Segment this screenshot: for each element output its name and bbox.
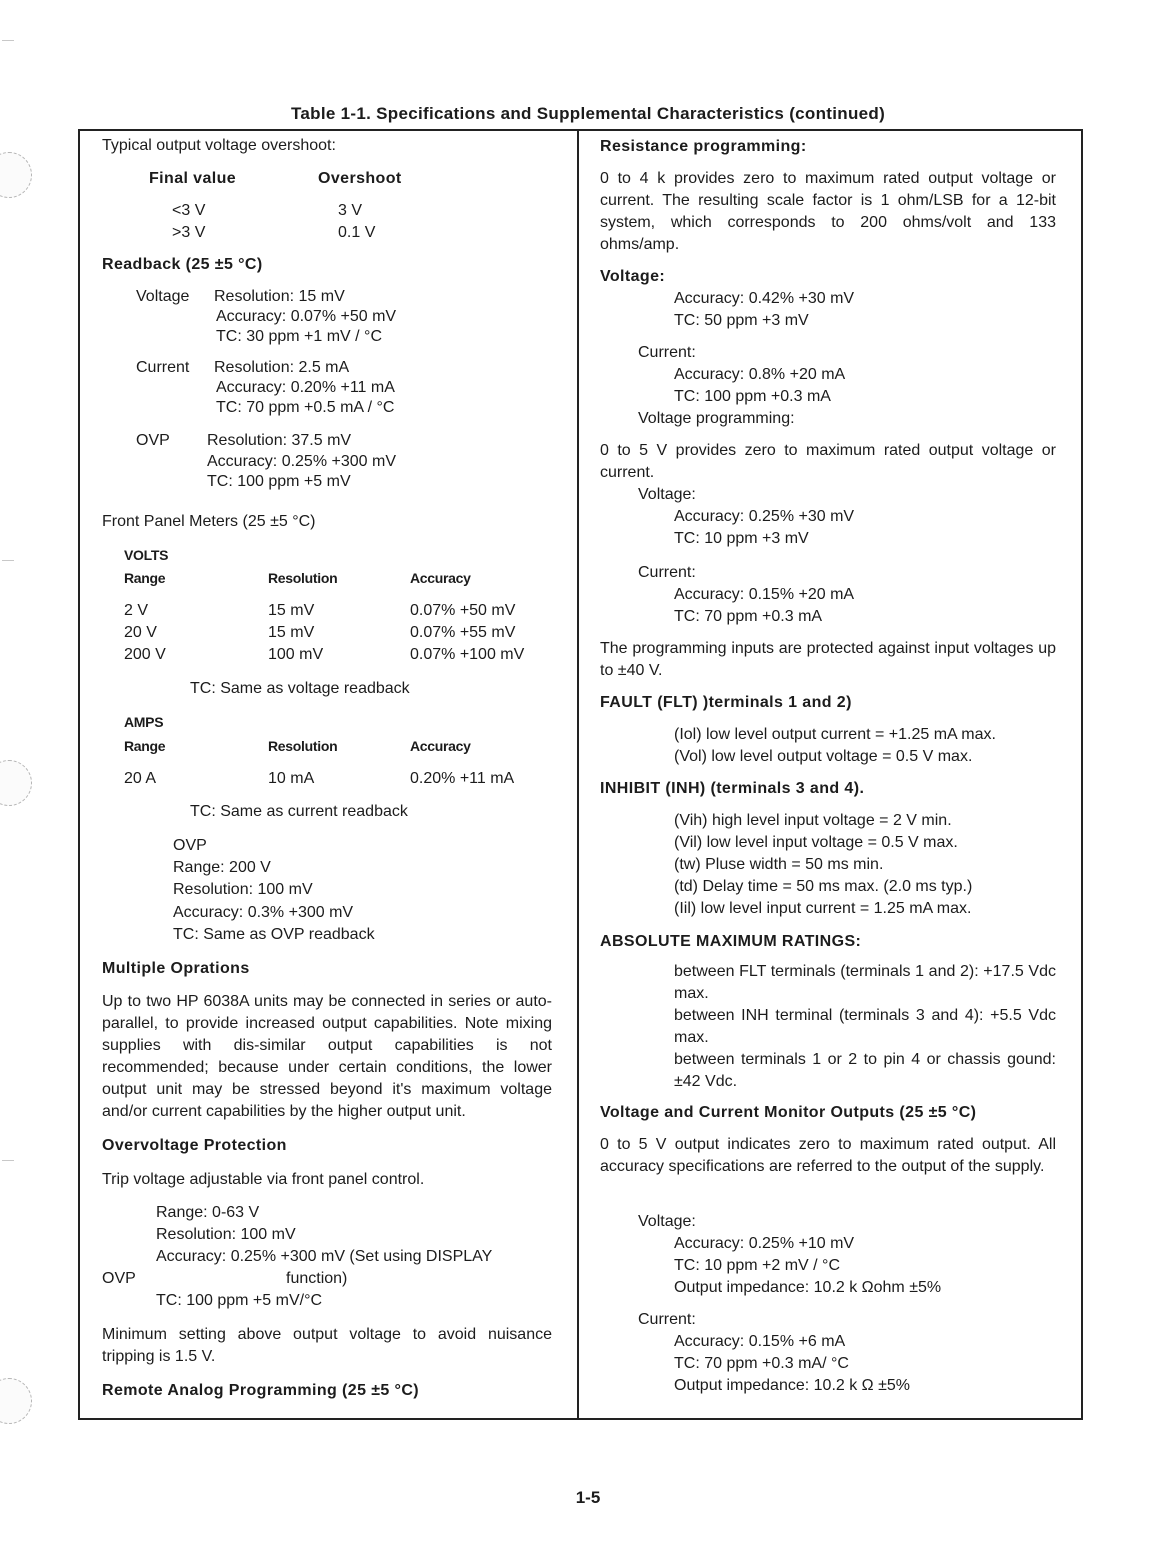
meters-volts-cell: 0.07% +55 mV — [410, 624, 516, 641]
remote-heading: Remote Analog Programming (25 ±5 °C) — [102, 1382, 420, 1399]
monitor-voltage-line: TC: 10 ppm +2 mV / °C — [674, 1257, 841, 1274]
meters-ovp-line: OVP — [173, 837, 207, 854]
overvoltage-line: Range: 0-63 V — [156, 1204, 260, 1221]
overshoot-cell: 0.1 V — [338, 224, 376, 241]
overshoot-cell: <3 V — [172, 202, 206, 219]
readback-current-line: Accuracy: 0.20% +11 mA — [216, 379, 395, 396]
margin-mark — [2, 560, 14, 561]
meters-amps-cell: 0.20% +11 mA — [410, 770, 515, 787]
monitor-voltage-line: Output impedance: 10.2 k Ωohm ±5% — [674, 1279, 942, 1296]
overshoot-header-final: Final value — [149, 170, 237, 187]
punch-hole — [0, 760, 32, 806]
meters-amps-header: Range — [124, 738, 166, 754]
meters-volts-cell: 0.07% +50 mV — [410, 602, 516, 619]
resistance-text: 0 to 4 k provides zero to maximum rated output voltage or current. The resulting scale factor is 1 ohm/LSB for a 12-bit system, which corresponds to 200 ohms/volt and 133 ohms/amp. — [600, 170, 1056, 253]
readback-voltage-label: Voltage — [136, 288, 190, 305]
monitor-current-label: Current: — [638, 1311, 696, 1328]
page-number: 1-5 — [575, 1488, 601, 1507]
punch-hole — [0, 152, 32, 198]
multiple-heading: Multiple Oprations — [102, 960, 250, 977]
resistance-current-line: Accuracy: 0.8% +20 mA — [674, 366, 846, 383]
meters-heading: Front Panel Meters (25 ±5 °C) — [102, 513, 316, 530]
voltage-programming-text: 0 to 5 V provides zero to maximum rated output voltage or current. — [600, 442, 1056, 481]
readback-heading: Readback (25 ±5 °C) — [102, 256, 263, 273]
margin-mark — [2, 40, 14, 41]
meters-amps-cell: 10 mA — [268, 770, 315, 787]
meters-volts-cell: 20 V — [124, 624, 157, 641]
overshoot-cell: 3 V — [338, 202, 363, 219]
overvoltage-heading: Overvoltage Protection — [102, 1137, 287, 1154]
readback-ovp-label: OVP — [136, 432, 170, 449]
overvoltage-ovp-label: OVP — [102, 1270, 136, 1287]
monitor-voltage-line: Accuracy: 0.25% +10 mV — [674, 1235, 855, 1252]
binding-margin — [0, 0, 40, 1544]
inhibit-line: (td) Delay time = 50 ms max. (2.0 ms typ.) — [674, 878, 973, 895]
voltage-programming-current-line: Accuracy: 0.15% +20 mA — [674, 586, 855, 603]
meters-volts-cell: 200 V — [124, 646, 166, 663]
voltage-programming-current-label: Current: — [638, 564, 696, 581]
resistance-current-label: Current: — [638, 344, 696, 361]
meters-volts-header: Range — [124, 570, 166, 586]
resistance-voltage-line: Accuracy: 0.42% +30 mV — [674, 290, 855, 307]
overvoltage-line: function) — [286, 1270, 348, 1287]
monitor-text: 0 to 5 V output indicates zero to maximum rated output. All accuracy specifications are referred to the output of the supply. — [600, 1136, 1056, 1175]
column-divider — [577, 129, 579, 1420]
overvoltage-min-text: Minimum setting above output voltage to avoid nuisance tripping is 1.5 V. — [102, 1326, 552, 1365]
meters-amps-label: AMPS — [124, 714, 164, 730]
readback-current-line: Resolution: 2.5 mA — [214, 359, 350, 376]
resistance-current-line: TC: 100 ppm +0.3 mA — [674, 388, 831, 405]
meters-volts-header: Resolution — [268, 570, 338, 586]
meters-ovp-line: Range: 200 V — [173, 859, 271, 876]
margin-mark — [2, 1160, 14, 1161]
voltage-programming-voltage-label: Voltage: — [638, 486, 696, 503]
resistance-voltage-line: TC: 50 ppm +3 mV — [674, 312, 809, 329]
meters-ovp-line: Accuracy: 0.3% +300 mV — [173, 904, 354, 921]
meters-amps-cell: 20 A — [124, 770, 157, 787]
overshoot-intro: Typical output voltage overshoot: — [102, 137, 336, 154]
overvoltage-text: Trip voltage adjustable via front panel control. — [102, 1171, 425, 1188]
inhibit-heading: INHIBIT (INH) (terminals 3 and 4). — [600, 780, 865, 797]
voltage-programming-heading: Voltage programming: — [638, 410, 795, 427]
fault-line: (Vol) low level output voltage = 0.5 V max. — [674, 748, 973, 765]
readback-ovp-line: Accuracy: 0.25% +300 mV — [207, 453, 396, 470]
meters-volts-tc: TC: Same as voltage readback — [190, 680, 410, 697]
meters-volts-cell: 100 mV — [268, 646, 324, 663]
multiple-text: Up to two HP 6038A units may be connected in series or auto-parallel, to provide increased output capabilities. Note mixing supplies with dis-similar output capabilities is not recommended; because under certain conditions, the lower output unit may be stressed beyond it's maximum voltage and/or current capabilities by the higher output unit. — [102, 993, 552, 1120]
absolute-heading: ABSOLUTE MAXIMUM RATINGS: — [600, 933, 862, 950]
inhibit-line: (Iil) low level input current = 1.25 mA max. — [674, 900, 972, 917]
meters-ovp-line: Resolution: 100 mV — [173, 881, 313, 898]
fault-heading: FAULT (FLT) )terminals 1 and 2) — [600, 694, 852, 711]
meters-volts-cell: 15 mV — [268, 602, 315, 619]
inhibit-line: (tw) Pluse width = 50 ms min. — [674, 856, 884, 873]
readback-current-label: Current — [136, 359, 190, 376]
voltage-programming-voltage-line: Accuracy: 0.25% +30 mV — [674, 508, 855, 525]
absolute-item: between FLT terminals (terminals 1 and 2): +17.5 Vdc max. — [674, 963, 1056, 1002]
monitor-voltage-label: Voltage: — [638, 1213, 696, 1230]
readback-current-line: TC: 70 ppm +0.5 mA / °C — [216, 399, 395, 416]
overvoltage-line: Resolution: 100 mV — [156, 1226, 296, 1243]
programming-protection-text: The programming inputs are protected against input voltages up to ±40 V. — [600, 640, 1056, 679]
absolute-item: between INH terminal (terminals 3 and 4): +5.5 Vdc max. — [674, 1007, 1056, 1046]
meters-amps-header: Resolution — [268, 738, 338, 754]
absolute-item: between terminals 1 or 2 to pin 4 or chassis gound: ±42 Vdc. — [674, 1051, 1056, 1090]
overshoot-cell: >3 V — [172, 224, 206, 241]
monitor-heading: Voltage and Current Monitor Outputs (25 ±5 °C) — [600, 1104, 977, 1121]
meters-volts-header: Accuracy — [410, 570, 471, 586]
inhibit-line: (Vih) high level input voltage = 2 V min. — [674, 812, 952, 829]
meters-amps-header: Accuracy — [410, 738, 471, 754]
voltage-programming-current-line: TC: 70 ppm +0.3 mA — [674, 608, 823, 625]
monitor-current-line: Accuracy: 0.15% +6 mA — [674, 1333, 846, 1350]
readback-voltage-line: Resolution: 15 mV — [214, 288, 345, 305]
meters-ovp-line: TC: Same as OVP readback — [173, 926, 375, 943]
meters-volts-cell: 0.07% +100 mV — [410, 646, 525, 663]
table-title: Table 1-1. Specifications and Supplemental Characteristics (continued) — [290, 104, 886, 123]
readback-ovp-line: TC: 100 ppm +5 mV — [207, 473, 351, 490]
resistance-voltage-heading: Voltage: — [600, 268, 666, 285]
overshoot-header-overshoot: Overshoot — [318, 170, 402, 187]
meters-volts-cell: 15 mV — [268, 624, 315, 641]
monitor-current-line: Output impedance: 10.2 k Ω ±5% — [674, 1377, 910, 1394]
meters-amps-tc: TC: Same as current readback — [190, 803, 408, 820]
overvoltage-line: TC: 100 ppm +5 mV/°C — [156, 1292, 323, 1309]
voltage-programming-voltage-line: TC: 10 ppm +3 mV — [674, 530, 809, 547]
inhibit-line: (Vil) low level input voltage = 0.5 V max. — [674, 834, 958, 851]
readback-voltage-line: Accuracy: 0.07% +50 mV — [216, 308, 397, 325]
readback-ovp-line: Resolution: 37.5 mV — [207, 432, 352, 449]
fault-line: (Iol) low level output current = +1.25 mA max. — [674, 726, 996, 743]
punch-hole — [0, 1378, 32, 1424]
overvoltage-line: Accuracy: 0.25% +300 mV (Set using DISPLAY — [156, 1248, 493, 1265]
readback-voltage-line: TC: 30 ppm +1 mV / °C — [216, 328, 383, 345]
resistance-heading: Resistance programming: — [600, 138, 807, 155]
meters-volts-cell: 2 V — [124, 602, 149, 619]
meters-volts-label: VOLTS — [124, 547, 169, 563]
monitor-current-line: TC: 70 ppm +0.3 mA/ °C — [674, 1355, 849, 1372]
